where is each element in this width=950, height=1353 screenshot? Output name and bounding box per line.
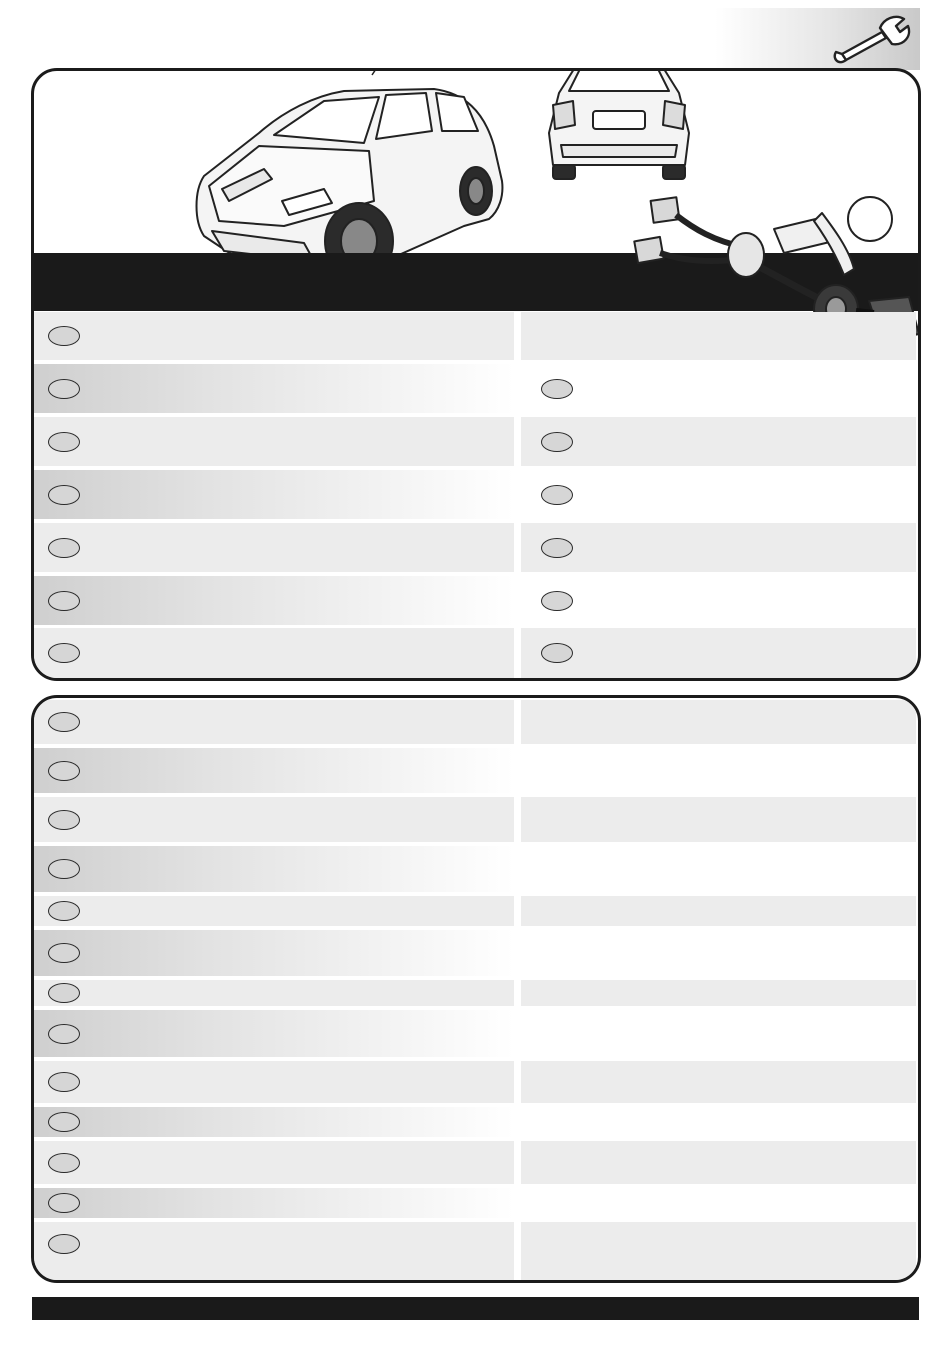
step-row-4 — [34, 846, 514, 892]
step-row-8-right — [521, 1010, 916, 1057]
item-bullet — [48, 1072, 80, 1092]
item-bullet — [48, 432, 80, 452]
step-row-7 — [34, 980, 514, 1006]
spec-row-left-6 — [34, 576, 514, 625]
step-row-6 — [34, 930, 514, 976]
step-row-5 — [34, 896, 514, 926]
spec-row-left-5 — [34, 523, 514, 572]
installation-steps-panel — [31, 695, 921, 1283]
step-row-9 — [34, 1061, 514, 1103]
spec-row-right-7 — [521, 628, 916, 678]
item-bullet — [48, 712, 80, 732]
item-bullet — [48, 1234, 80, 1254]
item-bullet — [48, 901, 80, 921]
spec-row-left-3 — [34, 417, 514, 466]
step-row-13 — [34, 1222, 514, 1280]
spec-row-right-3 — [521, 417, 916, 466]
step-row-9-right — [521, 1061, 916, 1103]
wrench-icon — [830, 10, 914, 66]
item-bullet — [48, 1153, 80, 1173]
item-bullet — [48, 761, 80, 781]
item-bullet — [48, 379, 80, 399]
step-row-12-right — [521, 1188, 916, 1218]
step-row-1-right — [521, 700, 916, 744]
item-bullet — [48, 538, 80, 558]
spec-row-right-5 — [521, 523, 916, 572]
item-bullet — [541, 485, 573, 505]
spec-row-left-1 — [34, 312, 514, 360]
step-row-7-right — [521, 980, 916, 1006]
spec-row-left-4 — [34, 470, 514, 519]
item-bullet — [48, 1024, 80, 1044]
spec-row-left-7 — [34, 628, 514, 678]
car-front-illustration — [164, 68, 509, 283]
item-bullet — [48, 643, 80, 663]
item-bullet — [541, 379, 573, 399]
item-bullet — [48, 943, 80, 963]
step-row-3-right — [521, 797, 916, 842]
item-bullet — [541, 432, 573, 452]
spec-row-left-2 — [34, 364, 514, 413]
step-row-11 — [34, 1141, 514, 1184]
step-row-10-right — [521, 1107, 916, 1137]
car-rear-illustration — [539, 68, 699, 188]
step-row-4-right — [521, 846, 916, 892]
step-row-12 — [34, 1188, 514, 1218]
step-row-5-right — [521, 896, 916, 926]
item-bullet — [541, 643, 573, 663]
spec-row-right-4 — [521, 470, 916, 519]
step-row-8 — [34, 1010, 514, 1057]
step-row-13-right — [521, 1222, 916, 1280]
step-row-11-right — [521, 1141, 916, 1184]
footer-band — [32, 1297, 919, 1320]
item-bullet — [48, 591, 80, 611]
step-row-6-right — [521, 930, 916, 976]
item-bullet — [48, 326, 80, 346]
spec-row-right-1 — [521, 312, 916, 360]
step-row-1 — [34, 700, 514, 744]
spec-row-right-2 — [521, 364, 916, 413]
step-row-2-right — [521, 748, 916, 793]
item-bullet — [48, 859, 80, 879]
item-bullet — [48, 485, 80, 505]
item-bullet — [541, 538, 573, 558]
item-bullet — [48, 983, 80, 1003]
step-row-10 — [34, 1107, 514, 1137]
step-row-3 — [34, 797, 514, 842]
item-bullet — [48, 1112, 80, 1132]
spec-row-right-6 — [521, 576, 916, 625]
step-row-2 — [34, 748, 514, 793]
item-bullet — [541, 591, 573, 611]
item-bullet — [48, 1193, 80, 1213]
vehicle-compatibility-panel — [31, 68, 921, 681]
item-bullet — [48, 810, 80, 830]
